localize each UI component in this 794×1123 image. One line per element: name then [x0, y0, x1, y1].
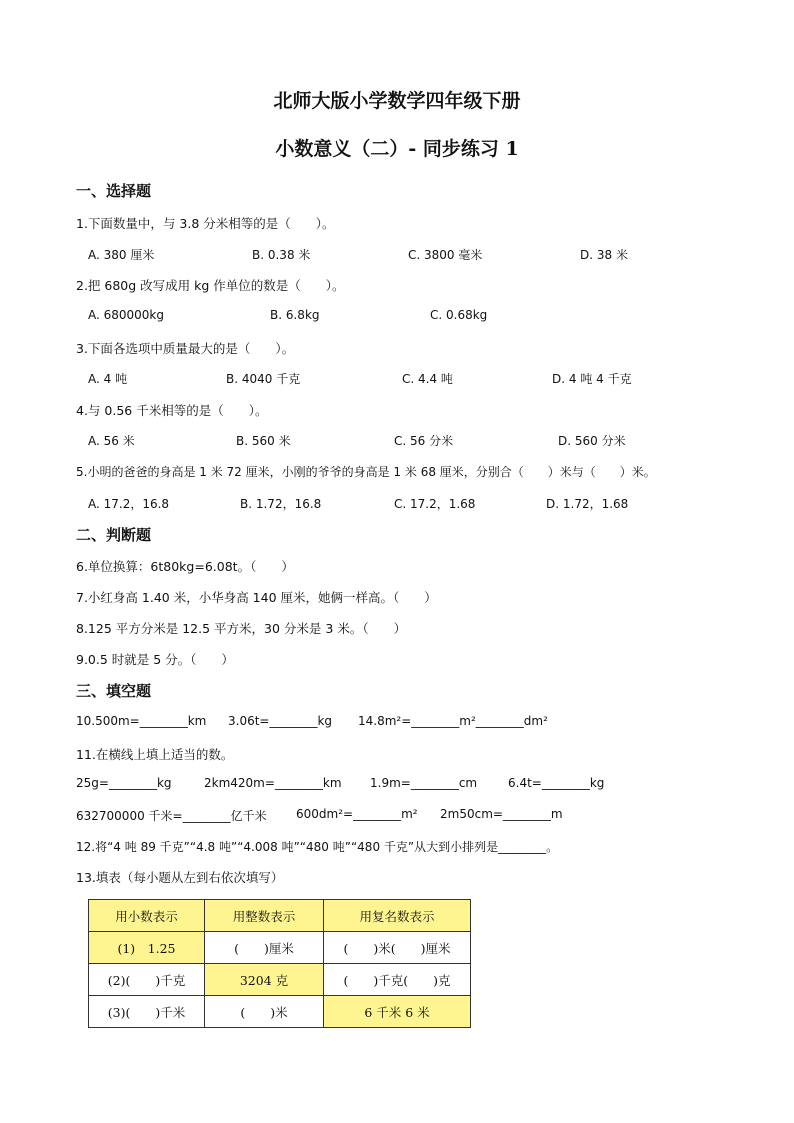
q11-blank-6: 600dm²=________m²: [296, 807, 418, 821]
table-header: 用复名数表示: [324, 900, 471, 932]
question-9: 9.0.5 时就是 5 分。（ ）: [76, 652, 234, 667]
q3-option-b: B. 4040 千克: [226, 372, 301, 386]
q1-option-c: C. 3800 毫米: [408, 248, 483, 262]
question-6: 6.单位换算：6t80kg=6.08t。（ ）: [76, 559, 294, 574]
question-2: 2.把 680g 改写成用 kg 作单位的数是（ ）。: [76, 278, 345, 293]
document-subtitle: 小数意义（二）- 同步练习 1: [275, 138, 519, 160]
table-header: 用小数表示: [89, 900, 205, 932]
table-row: [89, 964, 471, 996]
q2-option-c: C. 0.68kg: [430, 308, 488, 322]
q4-option-a: A. 56 米: [88, 434, 135, 448]
q11-blank-3: 1.9m=________cm: [370, 776, 478, 790]
q11-blank-1: 25g=________kg: [76, 776, 172, 790]
q1-option-d: D. 38 米: [580, 248, 628, 262]
q11-blank-4: 6.4t=________kg: [508, 776, 605, 790]
conversion-table: [88, 899, 471, 1028]
q11-blank-5: 632700000 千米=________亿千米: [76, 809, 267, 823]
q5-option-a: A. 17.2，16.8: [88, 497, 170, 511]
table-row: [89, 996, 471, 1028]
section-fill-blank: 三、填空题: [76, 682, 152, 700]
q11-blank-2: 2km420m=________km: [204, 776, 342, 790]
table-cell: 3204 克: [205, 964, 324, 996]
question-12: 12.将“4 吨 89 千克”“4.8 吨”“4.008 吨”“480 吨”“480 千克”从大到小排列是________。: [76, 840, 559, 854]
q4-option-c: C. 56 分米: [394, 434, 454, 448]
q2-option-b: B. 6.8kg: [270, 308, 320, 322]
q1-option-b: B. 0.38 米: [252, 248, 311, 262]
question-3: 3.下面各选项中质量最大的是（ ）。: [76, 341, 295, 356]
q10-blank-2: 3.06t=________kg: [228, 714, 333, 728]
document-title: 北师大版小学数学四年级下册: [273, 90, 521, 112]
table-cell: 6 千米 6 米: [324, 996, 471, 1028]
q4-option-b: B. 560 米: [236, 434, 291, 448]
table-cell: (3)( )千米: [89, 996, 205, 1028]
question-11: 11.在横线上填上适当的数。: [76, 747, 234, 762]
q10-blank-3: 14.8m²=________m²________dm²: [358, 714, 548, 728]
question-4: 4.与 0.56 千米相等的是（ ）。: [76, 403, 268, 418]
q1-option-a: A. 380 厘米: [88, 248, 155, 262]
q3-option-d: D. 4 吨 4 千克: [552, 372, 632, 386]
q4-option-d: D. 560 分米: [558, 434, 626, 448]
table-header-row: [89, 900, 471, 932]
table-row: [89, 932, 471, 964]
q10-blank-1: 10.500m=________km: [76, 714, 207, 728]
table-cell: ( )米( )厘米: [324, 932, 471, 964]
q11-blank-7: 2m50cm=________m: [440, 807, 563, 821]
question-8: 8.125 平方分米是 12.5 平方米，30 分米是 3 米。（ ）: [76, 621, 407, 636]
question-7: 7.小红身高 1.40 米，小华身高 140 厘米，她俩一样高。（ ）: [76, 590, 437, 605]
table-cell: (2)( )千克: [89, 964, 205, 996]
table-cell: ( )米: [205, 996, 324, 1028]
question-5: 5.小明的爸爸的身高是 1 米 72 厘米，小刚的爷爷的身高是 1 米 68 厘米，分别合（ ）米与（ ）米。: [76, 465, 656, 479]
section-multiple-choice: 一、选择题: [76, 182, 152, 200]
table-cell: ( )千克( )克: [324, 964, 471, 996]
question-13: 13.填表（每小题从左到右依次填写）: [76, 870, 284, 885]
section-true-false: 二、判断题: [76, 526, 152, 544]
q3-option-a: A. 4 吨: [88, 372, 128, 386]
table-cell: ( )厘米: [205, 932, 324, 964]
table-header: 用整数表示: [205, 900, 324, 932]
q5-option-b: B. 1.72，16.8: [240, 497, 322, 511]
question-1: 1.下面数量中，与 3.8 分米相等的是（ ）。: [76, 216, 335, 231]
q3-option-c: C. 4.4 吨: [402, 372, 453, 386]
q5-option-c: C. 17.2，1.68: [394, 497, 476, 511]
q5-option-d: D. 1.72，1.68: [546, 497, 629, 511]
table-cell: (1) 1.25: [89, 932, 205, 964]
q2-option-a: A. 680000kg: [88, 308, 165, 322]
